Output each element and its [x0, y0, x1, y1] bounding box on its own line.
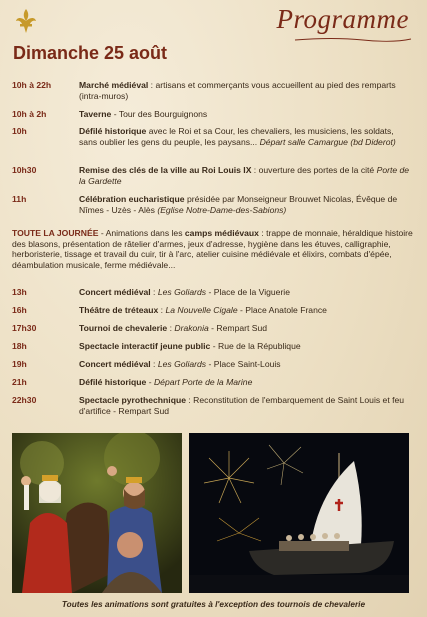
event-title: Défilé historique: [79, 126, 147, 136]
event-performer: Départ Porte de la Marine: [153, 377, 253, 387]
event-title: Célébration eucharistique: [79, 194, 185, 204]
schedule-time: 10h à 22h: [12, 80, 52, 90]
event-location: - Place Saint-Louis: [206, 359, 281, 369]
event-performer: Drakonia: [174, 323, 209, 333]
schedule-time: 18h: [12, 341, 27, 351]
separator: -: [111, 109, 119, 119]
separator: :: [251, 165, 259, 175]
schedule-time: 19h: [12, 359, 27, 369]
event-location: Reconstitution de l'embarquement de Saint Louis et feu d'artifice - Rempart Sud: [79, 395, 405, 416]
separator: :: [185, 395, 194, 405]
schedule-time: 22h30: [12, 395, 37, 405]
schedule-time: 10h30: [12, 165, 37, 175]
event-performer: Les Goliards: [157, 287, 207, 297]
separator: :: [150, 287, 158, 297]
event-place: Départ salle Camargue (bd Diderot): [259, 136, 396, 147]
program-title: Programme: [276, 4, 409, 34]
king-queen-photo: [12, 433, 182, 593]
event-description: avec le Roi et sa Cour, les chevaliers, les musiciens, les soldats, sans oublier les gens du peuple, les paysans...: [79, 126, 394, 147]
separator: :: [167, 323, 175, 333]
all-day-activities: [12, 228, 414, 270]
schedule-time: 10h: [12, 126, 27, 136]
event-title: Concert médiéval: [79, 287, 151, 297]
event-performer: La Nouvelle Cigale: [165, 305, 238, 315]
event-performer: Les Goliards: [157, 359, 207, 369]
footer-note: Toutes les animations sont gratuites à l'exception des tournois de chevalerie: [61, 599, 366, 609]
schedule-time: 17h30: [12, 323, 37, 333]
all-day-text: : trappe de monnaie, héraldique histoire des blasons, présentation de râtelier d'armes, jeux d'adresse, hygiène dans les étuves, calligraphie, herboristerie, tissage et travail du cuir, tir à l'arc, atelier cuisine médiévale et élixirs, combats d'épée, déambulation musicale, ferme médiévale...: [12, 228, 413, 270]
camps-label: camps médiévaux: [184, 228, 259, 238]
schedule-time: 11h: [12, 194, 27, 204]
photo-strip: [12, 433, 409, 593]
separator: :: [148, 80, 156, 90]
day-title: Dimanche 25 août: [13, 43, 168, 63]
event-title: Taverne: [79, 109, 112, 119]
event-title: Remise des clés de la ville au Roi Louis IX: [79, 165, 252, 175]
title-flourish: [293, 37, 413, 43]
schedule-time: 21h: [12, 377, 27, 387]
event-title: Marché médiéval: [79, 80, 149, 90]
schedule-time: 10h à 2h: [12, 109, 47, 119]
separator: :: [158, 305, 166, 315]
all-day-intro: - Animations dans les: [98, 228, 185, 238]
event-location: - Place de la Viguerie: [206, 287, 290, 297]
event-place: Porte de la Gardette: [79, 165, 410, 186]
separator: -: [146, 377, 154, 387]
fleur-de-lis-icon: [14, 8, 38, 34]
all-day-label: TOUTE LA JOURNÉE: [12, 228, 99, 238]
event-title: Défilé historique: [79, 377, 147, 387]
event-place: (Eglise Notre-Dame-des-Sabions): [157, 204, 287, 215]
schedule-time: 16h: [12, 305, 27, 315]
ship-fireworks-photo: [189, 433, 409, 593]
event-title: Théâtre de tréteaux: [79, 305, 159, 315]
event-description: présidée par Monseigneur Brouwet Nicolas, Évêque de Nîmes - Uzès - Alès: [79, 194, 398, 215]
schedule-time: 13h: [12, 287, 27, 297]
event-title: Concert médiéval: [79, 359, 151, 369]
event-title: Spectacle interactif jeune public: [79, 341, 211, 351]
event-location: - Rempart Sud: [208, 323, 268, 333]
separator: -: [210, 341, 218, 351]
event-title: Tournoi de chevalerie: [79, 323, 168, 333]
event-description: artisans et commerçants vous accueillent au pied des remparts (intra-muros): [79, 80, 396, 101]
event-location: Rue de la République: [217, 341, 301, 351]
event-title: Spectacle pyrothechnique: [79, 395, 186, 405]
event-location: - Place Anatole France: [237, 305, 327, 315]
separator: :: [150, 359, 158, 369]
event-description: Tour des Bourguignons: [118, 109, 208, 119]
event-description: ouverture des portes de la cité: [258, 165, 377, 175]
